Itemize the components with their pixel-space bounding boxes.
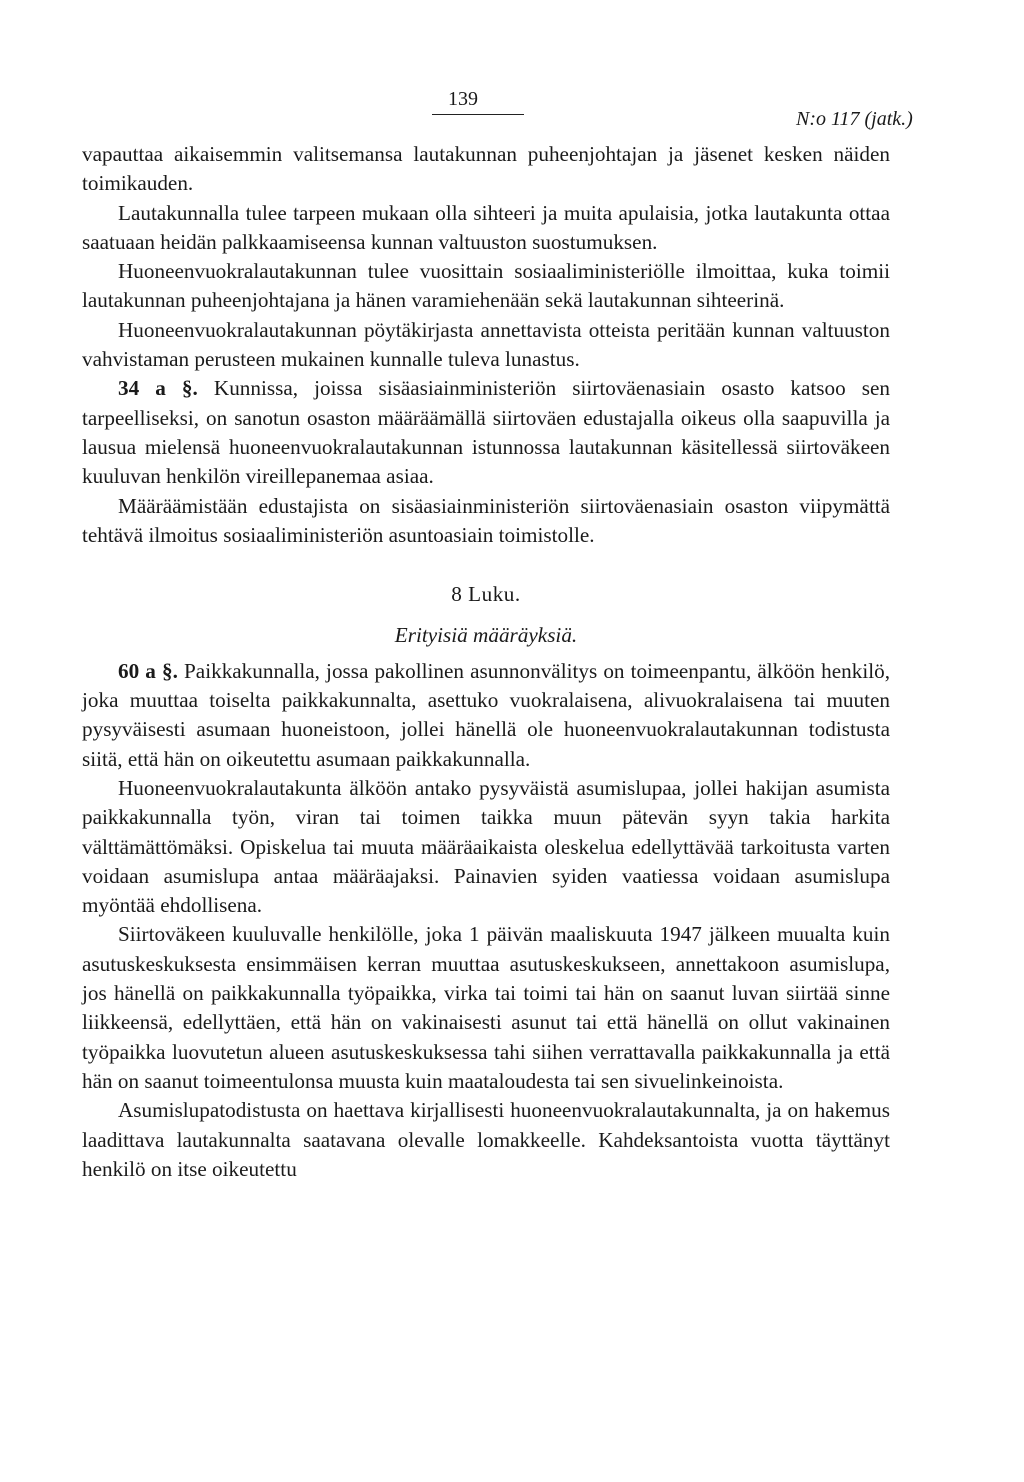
body-text (82, 140, 890, 1184)
paragraph-5 (82, 374, 890, 491)
chapter-subtitle: Erityisiä määräyksiä. (394, 623, 578, 648)
paragraph-1: vapauttaa aikaisemmin valitsemansa lautakunnan puheenjohtajan ja jäsenet kesken näiden toimikauden. (82, 142, 890, 196)
page-number: 139 (448, 88, 478, 110)
paragraph-7-text: Paikkakunnalla, jossa pakollinen asunnonvälitys on toimeenpantu, älköön henkilö, joka muuttaa toiselta paikkakunnalta, asettuko vuokralaisena, alivuokralaisena tai muuten pysyväisesti asumaan huoneistoon, jollei hänellä ole huoneenvuokralautakunnan todistusta siitä, että hän on oikeutettu asumaan paikkakunnalla. (82, 658, 890, 771)
paragraph-3: Huoneenvuokralautakunnan tulee vuosittain sosiaaliministeriölle ilmoittaa, kuka toimii lautakunnan puheenjohtajana ja hänen varamiehenään sekä lautakunnan sihteerinä. (82, 259, 890, 313)
page-number-rule (432, 114, 524, 115)
paragraph-9: Siirtoväkeen kuuluvalle henkilölle, joka 1 päivän maaliskuuta 1947 jälkeen muualta kuin asutuskeskuksesta ensimmäisen kerran muuttaa asutuskeskukseen, annettakoon asumislupa, jos hänellä on paikkakunnalla työpaikka, virka tai toimi tai hän on saanut luvan siirtää sinne liikkeensä, edellyttäen, että hän on vakinaisesti asunut tai että hänellä on ollut vakinainen työpaikka luovutetun alueen asutuskeskuksessa tahi siihen verrattavalla paikkakunnalla ja että hän on saanut toimeentulonsa muusta kuin maataloudesta tai sen sivuelinkeinoista. (82, 922, 890, 1093)
paragraph-4: Huoneenvuokralautakunnan pöytäkirjasta annettavista otteista peritään kunnan valtuuston vahvistaman perusteen mukainen kunnalle tuleva lunastus. (82, 317, 890, 372)
paragraph-7 (82, 657, 890, 774)
paragraph-6: Määräämistään edustajista on sisäasiainministeriön siirtoväenasiain osaston viipymättä tehtävä ilmoitus sosiaaliministeriön asuntoasiain toimistolle. (82, 493, 890, 547)
chapter-title: 8 Luku. (451, 582, 521, 607)
paragraph-2: Lautakunnalla tulee tarpeen mukaan olla sihteeri ja muita apulaisia, jotka lautakunta ottaa saatuaan heidän palkkaamiseensa kunnan valtuuston suostumuksen. (82, 200, 890, 254)
paragraph-10: Asumislupatodistusta on haettava kirjallisesti huoneenvuokralautakunnalta, ja on hakemus laadittava lautakunnalta saatavana olevalle lomakkeelle. Kahdeksantoista vuotta täyttänyt henkilö on itse oikeutettu (82, 1098, 890, 1181)
paragraph-5-text: Kunnissa, joissa sisäasiainministeriön siirtoväenasiain osasto katsoo sen tarpeelliseksi, on sanotun osaston määräämällä siirtoväen edustajalla oikeus olla saapuvilla ja lausua mielensä huoneenvuokralautakunnan istunnossa lautakunnan käsitellessä siirtoväkeen kuuluvan henkilön vireillepanemaa asiaa. (82, 376, 890, 489)
continuation-header: N:o 117 (jatk.) (796, 108, 913, 130)
section-number-60a: 60 a §. (118, 658, 178, 683)
section-number-34a: 34 a §. (118, 376, 198, 401)
paragraph-8: Huoneenvuokralautakunta älköön antako pysyväistä asumislupaa, jollei hakijan asumista paikkakunnalla työn, viran tai toimen taikka muun pätevän syyn takia harkita välttämättömäksi. Opiskelua tai muuta määräaikaista oleskelua edellyttävää tarkoitusta varten voidaan asumislupa antaa määräajaksi. Painavien syiden vaatiessa voidaan asumislupa myöntää ehdollisena. (82, 775, 890, 918)
